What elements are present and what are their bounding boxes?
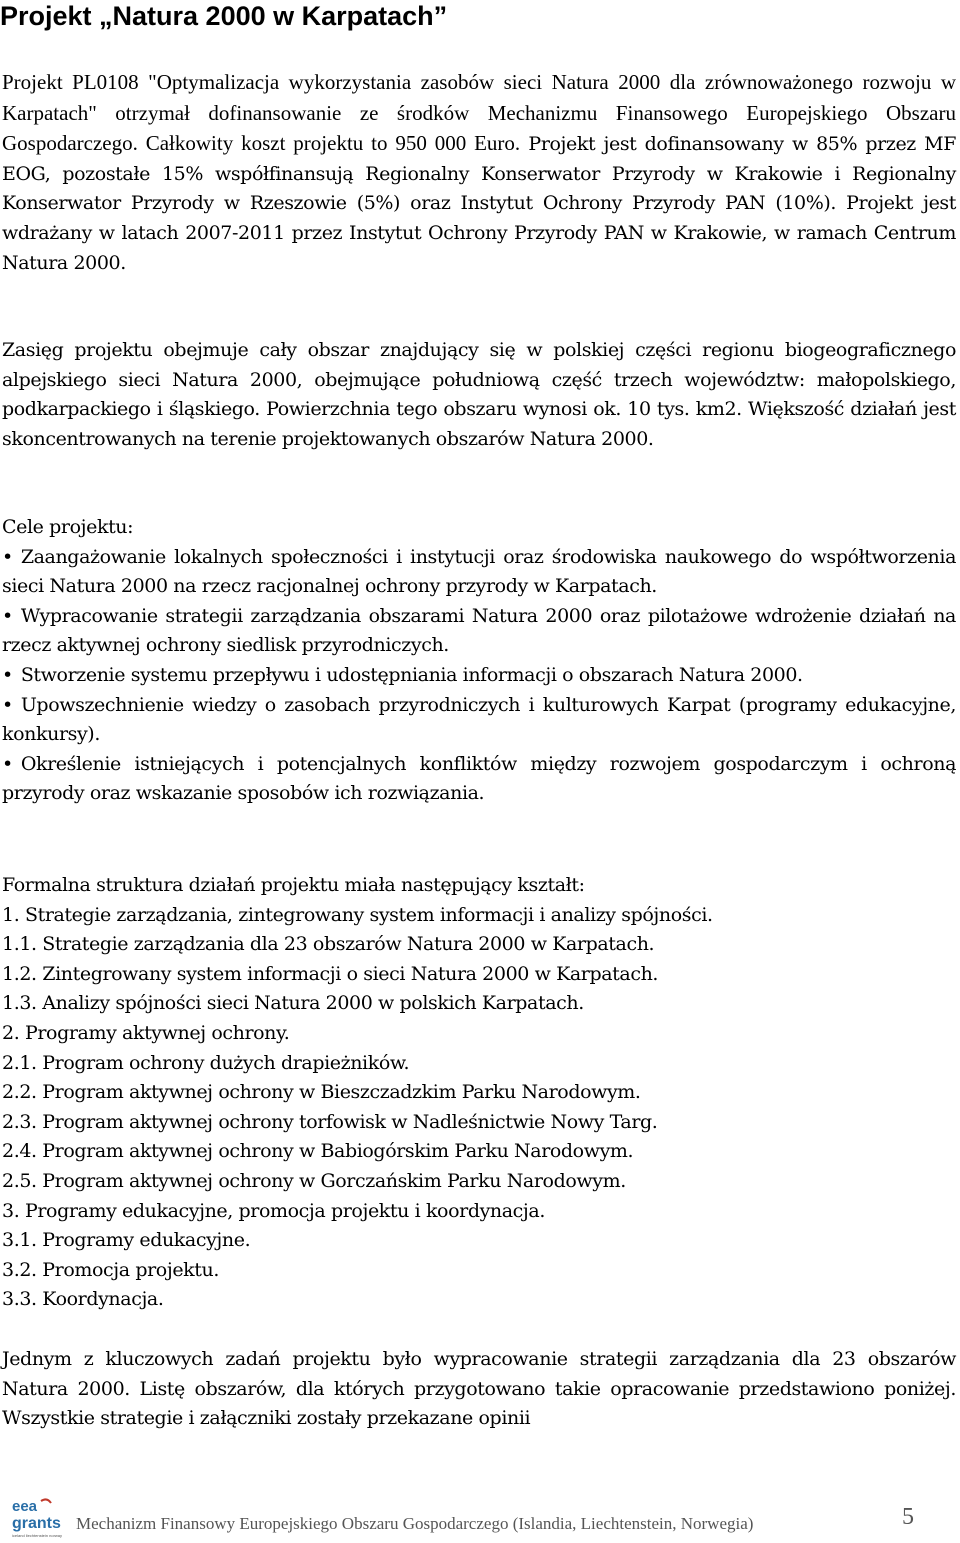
- structure-list: [2, 901, 956, 1315]
- scope-paragraph: [2, 336, 956, 454]
- structure-item: 3.2. Promocja projektu.: [2, 1258, 220, 1281]
- scope-text: Zasięg projektu obejmuje cały obszar znajdujący się w polskiej części regionu biogeograficznego alpejskiego sieci Natura 2000, obejmujące południową część trzech województw: małopolskiego, podkarpackiego i śląskiego. Powierzchnia tego obszaru wynosi ok. 10 tys. km2. Większość działań jest skoncentrowanych na terenie projektowanych obszarów Natura 2000.: [2, 339, 956, 450]
- eea-grants-logo: [10, 1496, 68, 1540]
- closing-paragraph: [2, 1345, 956, 1434]
- goals-list: [2, 543, 956, 809]
- intro-text-part1: Projekt PL0108 "Optymalizacja wykorzystania zasobów sieci Natura 2000 dla zrównoważonego rozwoju w Karpatach" otrzymał dofinansowanie ze środków Mechanizmu Finansowego Europejskiego Obszaru Gospodarczego. Całkowity koszt projektu to 950 000 Euro.: [2, 70, 956, 156]
- goals-heading: Cele projektu:: [2, 516, 134, 538]
- goal-item: • Stworzenie systemu przepływu i udostępniania informacji o obszarach Natura 2000.: [2, 661, 956, 691]
- structure-section: [2, 871, 956, 1315]
- structure-item: 2.1. Program ochrony dużych drapieżników.: [2, 1051, 410, 1074]
- page-footer: [0, 1488, 960, 1543]
- structure-item: 1.2. Zintegrowany system informacji o sieci Natura 2000 w Karpatach.: [2, 962, 659, 985]
- goal-item: • Określenie istniejących i potencjalnych konfliktów między rozwojem gospodarczym i ochroną przyrody oraz wskazanie sposobów ich rozwiązania.: [2, 750, 956, 809]
- structure-item: 3.3. Koordynacja.: [2, 1288, 164, 1311]
- goal-item: • Zaangażowanie lokalnych społeczności i instytucji oraz środowiska naukowego do współtworzenia sieci Natura 2000 na rzecz racjonalnej ochrony przyrody w Karpatach.: [2, 543, 956, 602]
- structure-item: 1. Strategie zarządzania, zintegrowany system informacji i analizy spójności.: [2, 903, 713, 926]
- page-number: 5: [902, 1504, 914, 1530]
- intro-text-part2: Projekt jest dofinansowany w 85% przez MF EOG, pozostałe 15% współfinansują Regionalny Konserwator Przyrody w Krakowie i Regionalny Konserwator Przyrody w Rzeszowie (5%) oraz Instytut Ochrony Przyrody PAN (10%). Projekt jest wdrażany w latach 2007-2011 przez Instytut Ochrony Przyrody PAN w Krakowie, w ramach Centrum Natura 2000.: [2, 133, 956, 274]
- page-title: Projekt „Natura 2000 w Karpatach”: [0, 1, 448, 31]
- structure-item: 2. Programy aktywnej ochrony.: [2, 1021, 290, 1044]
- structure-item: 1.3. Analizy spójności sieci Natura 2000 w polskich Karpatach.: [2, 992, 584, 1015]
- svg-text:iceland liechtenstein norway: iceland liechtenstein norway: [12, 1533, 63, 1538]
- svg-text:eea: eea: [12, 1498, 38, 1515]
- structure-item: 2.4. Program aktywnej ochrony w Babiogórskim Parku Narodowym.: [2, 1140, 634, 1163]
- structure-heading: Formalna struktura działań projektu miała następujący kształt:: [2, 874, 585, 896]
- structure-item: 3.1. Programy edukacyjne.: [2, 1229, 251, 1252]
- goal-item: • Upowszechnienie wiedzy o zasobach przyrodniczych i kulturowych Karpat (programy edukacyjne, konkursy).: [2, 691, 956, 750]
- goals-section: [2, 513, 956, 809]
- svg-text:grants: grants: [12, 1515, 61, 1532]
- footer-text: Mechanizm Finansowy Europejskiego Obszaru Gospodarczego (Islandia, Liechtenstein, Norwegia): [76, 1514, 754, 1533]
- structure-item: 2.2. Program aktywnej ochrony w Bieszczadzkim Parku Narodowym.: [2, 1081, 641, 1104]
- closing-text: Jednym z kluczowych zadań projektu było wypracowanie strategii zarządzania dla 23 obszarów Natura 2000. Listę obszarów, dla których przygotowano takie opracowanie przedstawiono poniżej. Wszystkie strategie i załączniki zostały przekazane opinii: [2, 1348, 956, 1430]
- structure-item: 2.3. Program aktywnej ochrony torfowisk w Nadleśnictwie Nowy Targ.: [2, 1110, 658, 1133]
- goal-item: • Wypracowanie strategii zarządzania obszarami Natura 2000 oraz pilotażowe wdrożenie działań na rzecz aktywnej ochrony siedlisk przyrodniczych.: [2, 602, 956, 661]
- intro-paragraph: [2, 68, 956, 278]
- structure-item: 2.5. Program aktywnej ochrony w Gorczańskim Parku Narodowym.: [2, 1169, 626, 1192]
- structure-item: 1.1. Strategie zarządzania dla 23 obszarów Natura 2000 w Karpatach.: [2, 933, 655, 956]
- structure-item: 3. Programy edukacyjne, promocja projektu i koordynacja.: [2, 1199, 545, 1222]
